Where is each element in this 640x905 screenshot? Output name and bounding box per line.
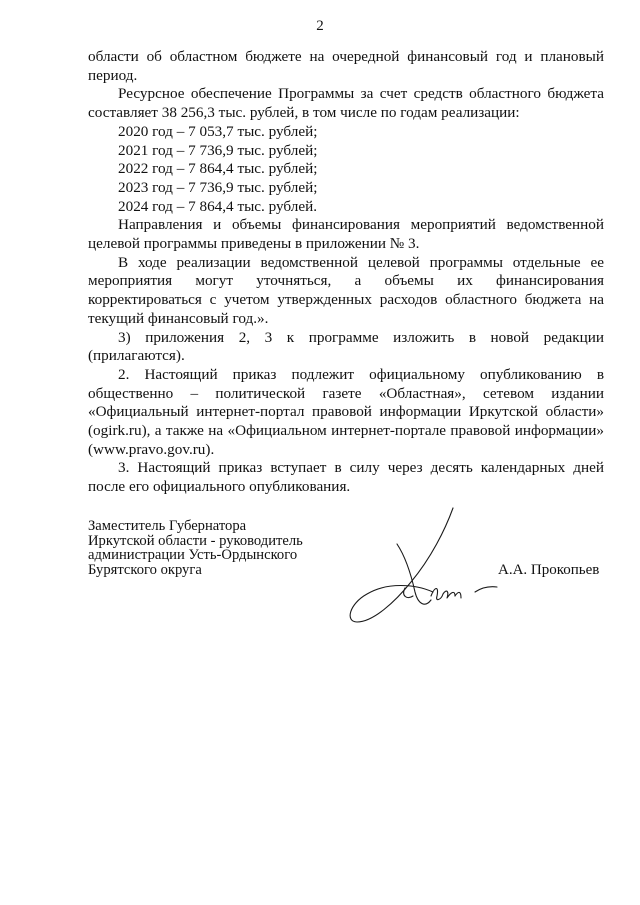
paragraph: 3) приложения 2, 3 к программе изложить в новой редакции (прилагаются).	[88, 328, 604, 365]
paragraph: 2. Настоящий приказ подлежит официальному опубликованию в общественно – политической газете «Областная», сетевом издании «Официальный интернет-портал правовой информации Иркутской области» (ogirk.ru), а также на «Официальном интернет-портале правовой информации» (www.pravo.gov.ru).	[88, 365, 604, 458]
signer-name: А.А. Прокопьев	[498, 562, 600, 578]
signer-position-line: администрации Усть-Ордынского	[88, 547, 298, 564]
paragraph: области об областном бюджете на очередной финансовый год и плановый период.	[88, 48, 604, 84]
paragraph: Ресурсное обеспечение Программы за счет средств областного бюджета составляет 38 256,3 тыс. рублей, в том числе по годам реализации:	[88, 85, 604, 122]
signer-position-line: Заместитель Губернатора	[88, 518, 247, 534]
signer-position	[88, 519, 338, 577]
budget-year-line: 2023 год – 7 736,9 тыс. рублей;	[118, 178, 318, 196]
signer-position-line: Бурятского округа	[88, 561, 202, 578]
paragraph: В ходе реализации ведомственной целевой программы отдельные ее мероприятия могут уточняться, а объемы их финансирования корректироваться с учетом утвержденных расходов областного бюджета на текущий финансовый год.».	[88, 253, 604, 327]
budget-year-line: 2022 год – 7 864,4 тыс. рублей;	[118, 160, 318, 178]
budget-year-line: 2024 год – 7 864,4 тыс. рублей.	[118, 197, 318, 215]
page-number: 2	[316, 18, 324, 34]
paragraph: 3. Настоящий приказ вступает в силу через десять календарных дней после его официального опубликования.	[88, 459, 604, 496]
signer-position-line: Иркутской области - руководитель	[88, 532, 303, 549]
budget-year-line: 2020 год – 7 053,7 тыс. рублей;	[118, 122, 318, 140]
handwritten-signature	[335, 500, 515, 635]
document-body	[88, 48, 604, 497]
budget-year-line: 2021 год – 7 736,9 тыс. рублей;	[118, 141, 318, 159]
paragraph: Направления и объемы финансирования мероприятий ведомственной целевой программы приведены в приложении № 3.	[88, 216, 604, 253]
